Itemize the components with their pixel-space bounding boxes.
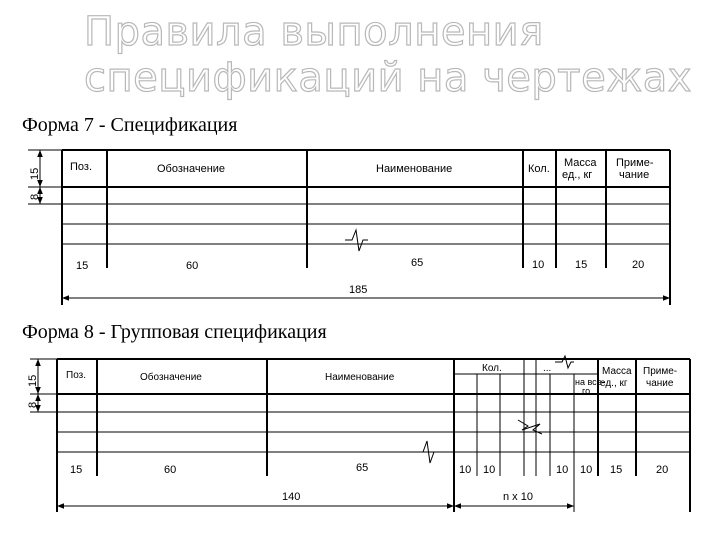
form8-header-all-1: на все- bbox=[575, 377, 605, 387]
form8-caption: Форма 8 - Групповая спецификация bbox=[22, 321, 327, 343]
form8-header-all-2: го bbox=[582, 386, 591, 396]
form7-header-mass-1: Масса bbox=[564, 157, 597, 169]
form7-dim-designation: 60 bbox=[186, 260, 199, 272]
form8-dim-note: 20 bbox=[656, 464, 669, 476]
form7-dim-header-height: 15 bbox=[29, 167, 41, 180]
form7-dim-row-height: 8 bbox=[29, 193, 41, 200]
form8-header-mass-2: ед., кг bbox=[600, 378, 628, 389]
form8-dim-name: 65 bbox=[356, 462, 369, 474]
form8-dim-pos: 15 bbox=[70, 464, 83, 476]
form7-dim-pos: 15 bbox=[76, 260, 89, 272]
form7-header-mass-2: ед., кг bbox=[562, 169, 593, 181]
form7-dim-name: 65 bbox=[411, 257, 424, 269]
form7-dim-qty: 10 bbox=[532, 259, 545, 271]
form8-dim-group-total: n x 10 bbox=[503, 491, 533, 503]
form8-header-qty: Кол. bbox=[482, 363, 502, 374]
form8-dim-left-total: 140 bbox=[282, 491, 301, 503]
title-line-2: спецификаций на чертежах bbox=[84, 55, 692, 101]
form7-header-pos: Поз. bbox=[70, 161, 92, 173]
form8-header-pos: Поз. bbox=[66, 370, 86, 381]
form8-dim-qty4: 10 bbox=[580, 464, 593, 476]
form8-header-note-1: Приме- bbox=[643, 366, 678, 377]
form8-header-qty-more: ... bbox=[543, 363, 552, 374]
form8-dim-qty3: 10 bbox=[556, 464, 569, 476]
form8-dim-header-height: 15 bbox=[27, 374, 39, 387]
form7-header-designation: Обозначение bbox=[157, 163, 226, 175]
form7-headers bbox=[70, 157, 654, 181]
form8-header-mass-1: Масса bbox=[602, 366, 632, 377]
form7-dim-mass: 15 bbox=[575, 259, 588, 271]
form8-dim-mass: 15 bbox=[610, 464, 623, 476]
form7-header-note-2: чание bbox=[619, 169, 650, 181]
form8-header-note-2: чание bbox=[646, 378, 674, 389]
form7-header-qty: Кол. bbox=[528, 163, 550, 175]
form7-dim-total: 185 bbox=[349, 284, 368, 296]
form7-caption: Форма 7 - Спецификация bbox=[22, 114, 238, 136]
form8-headers bbox=[66, 363, 677, 396]
form7-header-name: Наименование bbox=[376, 163, 453, 175]
form8-header-designation: Обозначение bbox=[140, 372, 202, 383]
form8-dim-designation: 60 bbox=[164, 464, 177, 476]
form8-header-name: Наименование bbox=[325, 372, 395, 383]
form8-dim-row-height: 8 bbox=[27, 401, 39, 408]
form7-header-note-1: Приме- bbox=[616, 157, 654, 169]
form8-dim-qty1: 10 bbox=[459, 464, 472, 476]
title-line-1: Правила выполнения bbox=[84, 9, 544, 55]
form8-dim-qty2: 10 bbox=[483, 464, 496, 476]
form7-dim-note: 20 bbox=[632, 259, 645, 271]
